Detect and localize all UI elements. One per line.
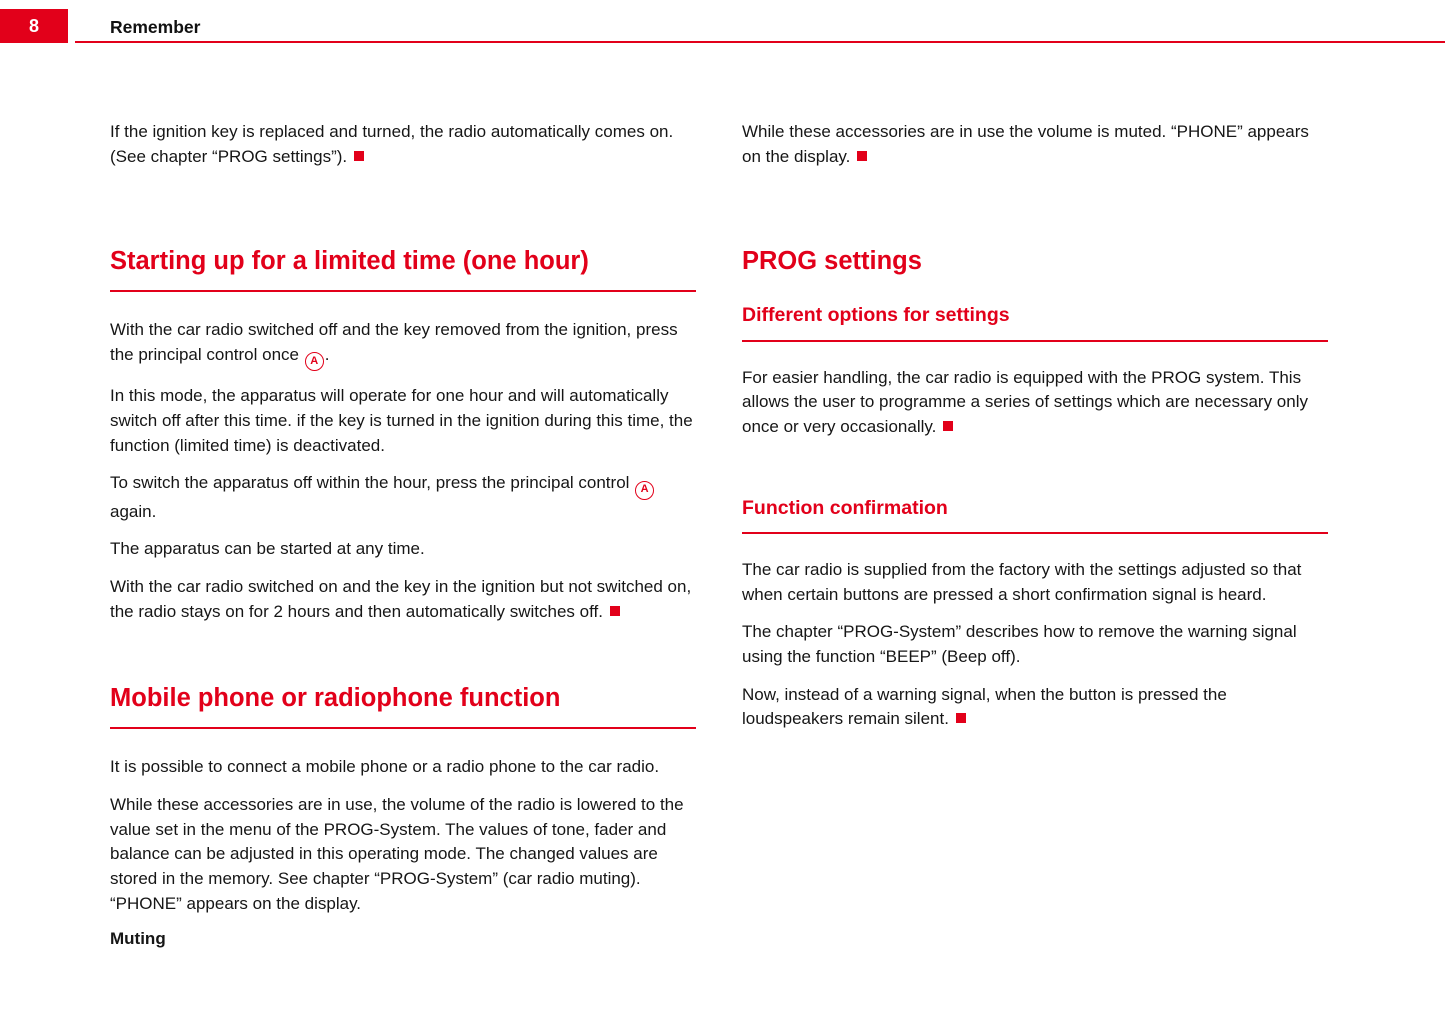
paragraph	[110, 471, 696, 524]
paragraph	[110, 318, 696, 371]
right-column	[742, 120, 1328, 949]
paragraph: The apparatus can be started at any time.	[110, 539, 425, 559]
section-end-icon	[610, 606, 620, 616]
section-end-icon	[354, 151, 364, 161]
muting-label: Muting	[110, 929, 166, 949]
paragraph-text: While these accessories are in use the volume is muted. “PHONE” appears on the display.	[742, 122, 1309, 166]
paragraph-intro-left	[110, 120, 696, 169]
paragraph-text: If the ignition key is replaced and turned, the radio automatically comes on. (See chapter “PROG settings”).	[110, 122, 674, 166]
sub-heading-function-confirmation: Function confirmation	[742, 498, 1328, 534]
paragraph: The car radio is supplied from the factory with the settings adjusted so that when certain buttons are pressed a short confirmation signal is heard.	[742, 560, 1302, 604]
header-rule	[75, 41, 1445, 43]
paragraph	[110, 575, 696, 624]
principal-control-a-icon: A	[635, 481, 654, 500]
section-end-icon	[956, 713, 966, 723]
section-heading-prog-settings: PROG settings	[742, 247, 922, 276]
sub-heading-different-options: Different options for settings	[742, 305, 1328, 341]
paragraph-text: With the car radio switched off and the key removed from the ignition, press the principal control once	[110, 320, 678, 364]
paragraph: In this mode, the apparatus will operate for one hour and will automatically switch off after this time. if the key is turned in the ignition during this time, the function (limited time) is deactivated.	[110, 386, 693, 455]
paragraph: The chapter “PROG-System” describes how to remove the warning signal using the function “BEEP” (Beep off).	[742, 622, 1297, 667]
section-end-icon	[857, 151, 867, 161]
paragraph: While these accessories are in use, the volume of the radio is lowered to the value set in the menu of the PROG-System. The values of tone, fader and balance can be adjusted in this operating mode. The changed values are stored in the memory. See chapter “PROG-System” (car radio muting). “PHONE” appears on the display.	[110, 795, 684, 913]
paragraph-text: again.	[110, 501, 157, 521]
left-column	[110, 120, 696, 949]
paragraph-text: .	[324, 344, 330, 364]
chapter-title: Remember	[110, 17, 201, 37]
principal-control-a-icon: A	[305, 352, 324, 371]
paragraph-text: To switch the apparatus off within the hour, press the principal control	[110, 473, 635, 493]
page-number-badge	[0, 9, 68, 43]
paragraph	[742, 683, 1328, 732]
paragraph: It is possible to connect a mobile phone or a radio phone to the car radio.	[110, 757, 660, 777]
paragraph-text: For easier handling, the car radio is equipped with the PROG system. This allows the user to programme a series of settings which are necessary only once or very occasionally.	[742, 367, 1308, 437]
paragraph-text: Now, instead of a warning signal, when the button is pressed the loudspeakers remain silent.	[742, 684, 1227, 729]
page-number: 8	[28, 15, 39, 36]
content-columns	[110, 120, 1328, 949]
section-heading-limited-time: Starting up for a limited time (one hour)	[110, 247, 696, 292]
paragraph-text: With the car radio switched on and the key in the ignition but not switched on, the radio stays on for 2 hours and then automatically switches off.	[110, 577, 692, 621]
paragraph-intro-right	[742, 120, 1328, 169]
paragraph	[742, 366, 1328, 440]
section-end-icon	[943, 421, 953, 431]
section-heading-mobile-phone: Mobile phone or radiophone function	[110, 684, 696, 729]
